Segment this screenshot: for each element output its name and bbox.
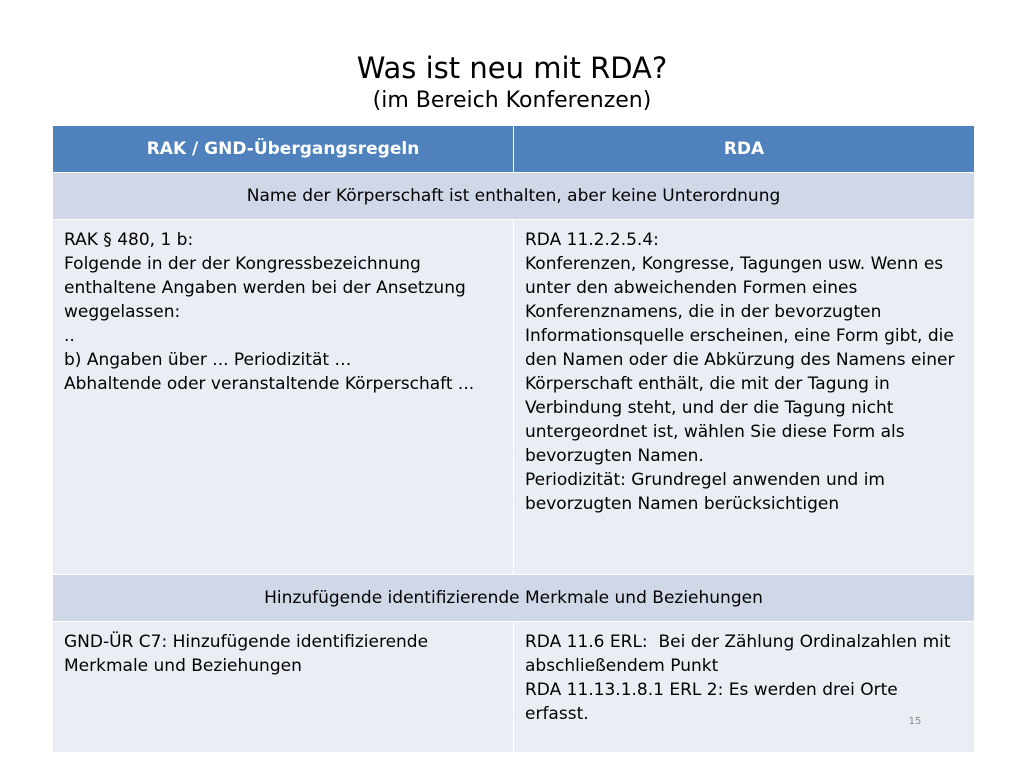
table-header-row	[53, 126, 975, 173]
rda-rule-cell	[514, 622, 975, 753]
cell-line: Abhaltende oder veranstaltende Körperschaft ...	[64, 374, 475, 394]
cell-line: ..	[64, 326, 75, 346]
slide-subtitle: (im Bereich Konferenzen)	[372, 88, 652, 113]
cell-line: Periodizität: Grundregel anwenden und im bevorzugten Namen berücksichtigen	[525, 470, 891, 514]
column-header-rda: RDA	[514, 126, 975, 173]
rak-rule-cell	[53, 220, 514, 575]
cell-line: RDA 11.2.2.5.4:	[525, 230, 659, 250]
cell-line: b) Angaben über ... Periodizität …	[64, 350, 352, 370]
cell-line: RDA 11.13.1.8.1 ERL 2: Es werden drei Orte erfasst.	[525, 680, 904, 724]
cell-line: GND-ÜR C7: Hinzufügende identifizierende Merkmale und Beziehungen	[64, 632, 434, 676]
slide-title: Was ist neu mit RDA?	[356, 51, 668, 85]
cell-line: RDA 11.6 ERL: Bei der Zählung Ordinalzahlen mit abschließendem Punkt	[525, 632, 956, 676]
page-number: 15	[908, 716, 922, 727]
gnd-rule-cell	[53, 622, 514, 753]
column-header-rak: RAK / GND-Übergangsregeln	[53, 126, 514, 173]
section-row-merkmale	[53, 575, 975, 622]
section-heading-merkmale: Hinzufügende identifizierende Merkmale und Beziehungen	[53, 575, 975, 622]
cell-line: Folgende in der der Kongressbezeichnung enthaltene Angaben werden bei der Ansetzung weggelassen:	[64, 254, 472, 322]
section-row-name	[53, 173, 975, 220]
table-row	[53, 622, 975, 753]
table-row	[53, 220, 975, 575]
cell-line: Konferenzen, Kongresse, Tagungen usw. Wenn es unter den abweichenden Formen eines Konferenznamens, die in der bevorzugten Informationsquelle erscheinen, eine Form gibt, die den Namen oder die Abkürzung des Namens einer Körperschaft enthält, die mit der Tagung in Verbindung steht, und der die Tagung nicht untergeordnet ist, wählen Sie diese Form als bevorzugten Namen.	[525, 254, 960, 466]
section-heading-name: Name der Körperschaft ist enthalten, aber keine Unterordnung	[53, 173, 975, 220]
rda-rule-cell	[514, 220, 975, 575]
cell-line: RAK § 480, 1 b:	[64, 230, 194, 250]
comparison-table	[52, 125, 975, 753]
